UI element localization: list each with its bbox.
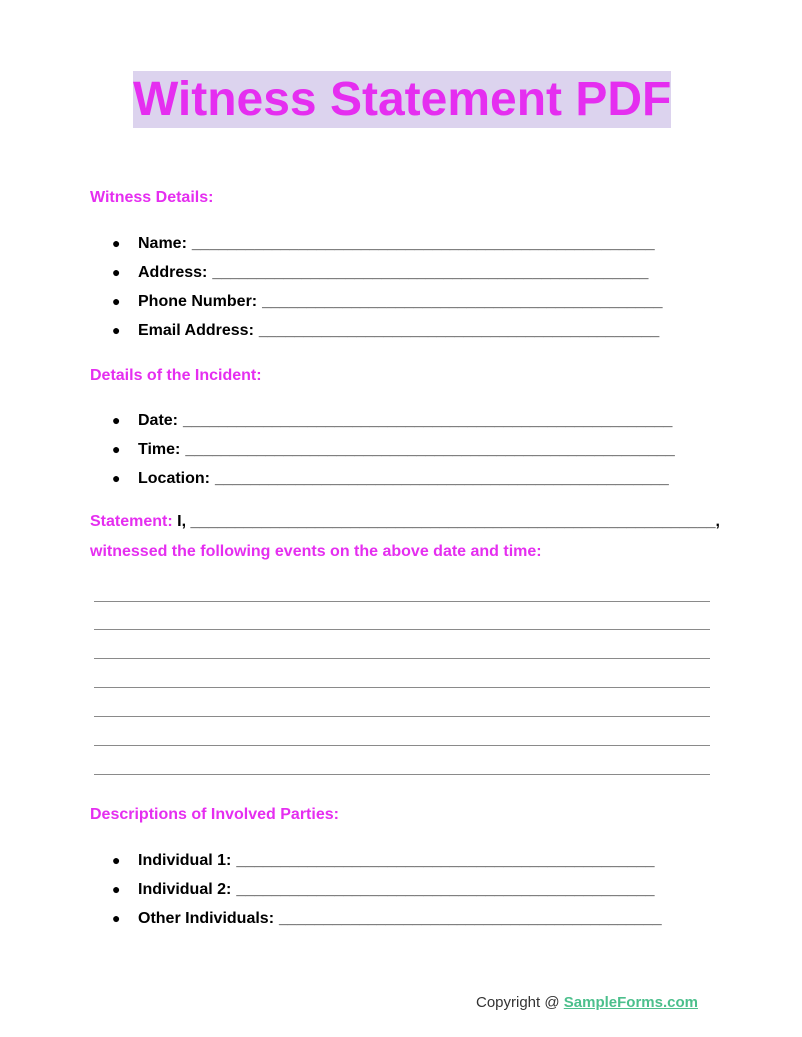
incident-time-field[interactable] xyxy=(112,435,675,464)
bullet-icon: ● xyxy=(112,322,121,338)
field-blank[interactable]: _______________________________________________________ xyxy=(183,412,673,429)
field-blank[interactable]: _________________________________________________ xyxy=(212,264,649,281)
incident-location-field[interactable] xyxy=(112,464,675,493)
witness-phone-field[interactable] xyxy=(112,287,663,316)
field-blank[interactable]: _______________________________________________________ xyxy=(185,441,675,458)
field-label: Address: xyxy=(138,264,208,281)
other-individuals-field[interactable] xyxy=(112,904,662,933)
individual-1-field[interactable] xyxy=(112,846,662,875)
footer-copyright xyxy=(476,994,698,1011)
statement-writing-line[interactable] xyxy=(94,629,710,630)
bullet-icon: ● xyxy=(112,412,121,428)
statement-writing-line[interactable] xyxy=(94,658,710,659)
field-label: Email Address: xyxy=(138,322,254,339)
field-blank[interactable]: _______________________________________________ xyxy=(236,881,655,898)
statement-writing-line[interactable] xyxy=(94,745,710,746)
field-blank[interactable]: ___________________________________________________ xyxy=(215,470,669,487)
field-blank[interactable]: _______________________________________________ xyxy=(236,852,655,869)
witness-details-list xyxy=(112,229,663,345)
field-label: Name: xyxy=(138,235,187,252)
statement-name-blank[interactable]: I, ___________________________________________________________, xyxy=(177,513,720,530)
individual-2-field[interactable] xyxy=(112,875,662,904)
copyright-text: Copyright @ xyxy=(476,994,564,1011)
field-label: Time: xyxy=(138,441,181,458)
field-blank[interactable]: ____________________________________________________ xyxy=(191,235,655,252)
statement-writing-line[interactable] xyxy=(94,774,710,775)
bullet-icon: ● xyxy=(112,293,121,309)
field-label: Other Individuals: xyxy=(138,910,275,927)
statement-line xyxy=(90,513,720,531)
brand-link[interactable]: SampleForms.com xyxy=(563,994,698,1011)
statement-label: Statement: xyxy=(90,513,173,530)
bullet-icon: ● xyxy=(112,910,121,926)
field-blank[interactable]: _____________________________________________ xyxy=(262,293,663,310)
field-label: Individual 2: xyxy=(138,881,232,898)
statement-intro: witnessed the following events on the above date and time: xyxy=(90,543,542,560)
bullet-icon: ● xyxy=(112,235,121,251)
incident-details-heading: Details of the Incident: xyxy=(90,367,262,384)
bullet-icon: ● xyxy=(112,852,121,868)
bullet-icon: ● xyxy=(112,881,121,897)
field-label: Individual 1: xyxy=(138,852,232,869)
involved-parties-list xyxy=(112,846,662,933)
statement-writing-line[interactable] xyxy=(94,687,710,688)
field-blank[interactable]: ___________________________________________ xyxy=(279,910,662,927)
involved-parties-heading: Descriptions of Involved Parties: xyxy=(90,806,339,823)
field-label: Date: xyxy=(138,412,179,429)
witness-name-field[interactable] xyxy=(112,229,663,258)
bullet-icon: ● xyxy=(112,264,121,280)
field-label: Phone Number: xyxy=(138,293,258,310)
bullet-icon: ● xyxy=(112,470,121,486)
incident-date-field[interactable] xyxy=(112,406,675,435)
witness-email-field[interactable] xyxy=(112,316,663,345)
bullet-icon: ● xyxy=(112,441,121,457)
witness-address-field[interactable] xyxy=(112,258,663,287)
witness-details-heading: Witness Details: xyxy=(90,189,214,206)
field-label: Location: xyxy=(138,470,210,487)
field-blank[interactable]: _____________________________________________ xyxy=(258,322,660,339)
page-title: Witness Statement PDF xyxy=(133,73,671,126)
incident-details-list xyxy=(112,406,675,493)
statement-writing-line[interactable] xyxy=(94,601,710,602)
statement-writing-line[interactable] xyxy=(94,716,710,717)
